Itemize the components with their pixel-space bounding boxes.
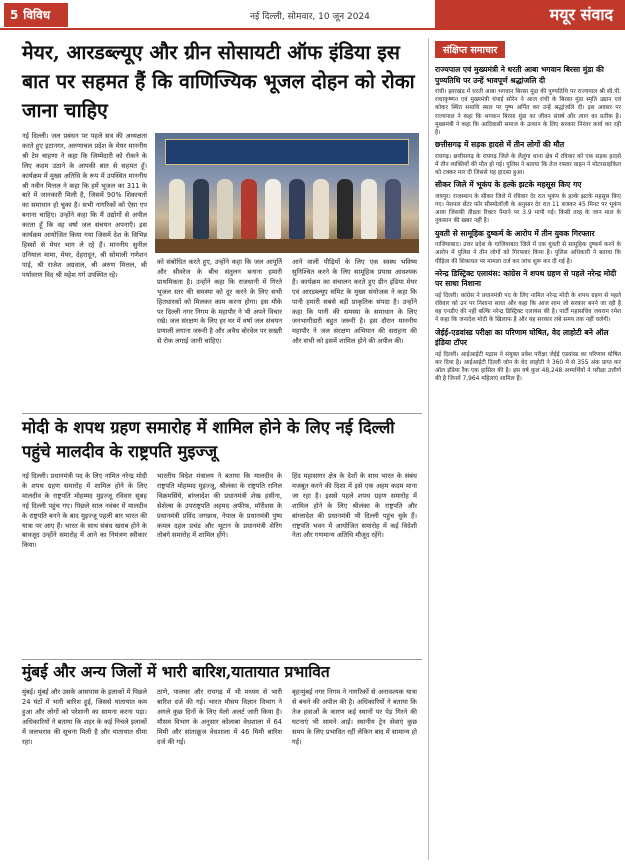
page-header <box>0 0 625 30</box>
story1-column-2: को संबोधित करते हुए, उन्होंने कहा कि जल आपूर्ति और सीवरेज के बीच संतुलन बनाना हमारी प्राथमिकता है। उन्होंने कहा कि राजधानी में गिरते भूजल स्तर की समस्या को दूर करने के लिए सभी हितधारकों को मिलकर काम करना होगा। इस मौके पर दिल्ली नगर निगम के महापौर ने भी अपने विचार रखे। जल संरक्षण के लिए हर घर में वर्षा जल संचयन प्रणाली लगाना जरूरी है और अवैध बोरवेल पर सख्ती से रोक लगाई जानी चाहिए। <box>157 258 282 346</box>
section-label <box>4 3 68 27</box>
brief-headline: राज्यपाल एवं मुख्यमंत्री ने धरती आबा भगवान बिरसा मुंडा की पुण्यतिथि पर उन्हें भावपूर्ण श्रद्धांजलि दी <box>435 65 604 85</box>
person-figure <box>193 179 209 239</box>
story1-column-3: आने वाली पीढ़ियों के लिए एक स्वस्थ भविष्य सुनिश्चित करने के लिए सामूहिक प्रयास आवश्यक हैं। कार्यक्रम का संचालन करते हुए ग्रीन इंडिया मेयर एवं आरडब्ल्यूए समिट के मुख्य संयोजक ने कहा कि पानी हमारी सबसे बड़ी प्राकृतिक संपदा है। उन्होंने कहा कि पानी की समस्या के समाधान के लिए जनभागीदारी बहुत जरूरी है। इस दौरान माननीय महापौर ने जल संरक्षण अभियान की सराहना की और सभी को इसमें शामिल होने की अपील की। <box>292 258 417 346</box>
event-photo <box>155 133 419 253</box>
person-figure <box>385 179 401 239</box>
brief-headline: युवती से सामूहिक दुष्कर्म के आरोप में तीन युवक गिरफ्तार <box>435 228 595 238</box>
brief-headline: नरेन्द्र डिस्ट्रिक्ट एलायंस: कांग्रेस ने शपथ ग्रहण से पहले नरेन्द्र मोदी पर साधा निशाना <box>435 268 617 289</box>
brief-headline: सीकर जिले में भूकंप के हल्के झटके महसूस किए गए <box>435 180 582 190</box>
story1-headline: मेयर, आरडब्ल्यूए और ग्रीन सोसायटी ऑफ इंडिया इस बात पर सहमत हैं कि वाणिज्यिक भूजल दोहन को रोका जाना चाहिए <box>22 41 415 122</box>
story1-column-1: नई दिल्ली। जल प्रबंधन पर पहले सत्र की अध्यक्षता करते हुए इटानगर, अरुणाचल प्रदेश के मेयर माननीय श्री टेम चाहणा ने कहा कि जिम्मेदारी को रोकने के लिए कदम उठाने के आपकी बात से सहमत हूँ। कार्यक्रम में मुख्य अतिथि के रूप में उपस्थित माननीय श्री नवीन मित्तल ने कहा कि हमें भूजल का 311 के बारे में जानकारी मिली है, जिसमें 90% शिकायतों का समाधान हो चुका है। सभी नागरिकों को ऐसा एप बनाना चाहिए। उन्होंने कहा कि मैं उद्योगों से अपील करता हूँ कि वह वर्षा जल संचयन अपनाएँ। इस कार्यक्रम आयोजित किया गया जिसमें देश के विभिन्न हिस्सों से मेयर भाग ले रहे हैं। माननीय सुनील उनियाल मामा, मेयर, देहरादून, श्री सोमाली गणेशन पाई, श्री राजेश अग्रवाल, श्री अरुण मित्तल, श्री पर्यावरण विद श्री महेश गर्ग उपस्थित रहे। <box>22 132 147 279</box>
person-figure <box>313 179 329 239</box>
brief-text: रांची। झारखंड में धरती आबा भगवान बिरसा मुंडा की पुण्यतिथि पर राज्यपाल श्री सी.पी. राधाकृष्णन एवं मुख्यमंत्री चंपाई सोरेन ने आज रांची के बिरसा मुंडा स्मृति उद्यान एवं कोकर स्थित समाधि स्थल पर पुष्प अर्पित कर उन्हें श्रद्धांजलि दी। इस अवसर पर राज्यपाल ने कहा कि भगवान बिरसा मुंडा का जीवन संघर्ष और त्याग का प्रतीक है। मुख्यमंत्री ने कहा कि आदिवासी समाज के उत्थान के लिए सरकार निरंतर कार्य कर रही है। <box>435 89 621 137</box>
sidebar-tag: संक्षिप्त समाचार <box>435 41 505 58</box>
page-number: 5 <box>10 8 19 22</box>
story3-column-2: ठाणे, पालघर और रायगढ़ में भी मध्यम से भारी बारिश दर्ज की गई। भारत मौसम विज्ञान विभाग ने अगले कुछ दिनों के लिए येलो अलर्ट जारी किया है। मौसम विभाग के अनुसार कोलाबा वेधशाला में 64 मिमी और सांताक्रूज वेधशाला में 46 मिमी बारिश दर्ज की गई। <box>157 688 282 746</box>
section-name: विविध <box>23 8 51 22</box>
person-figure <box>361 179 377 239</box>
stage-floor <box>155 239 419 253</box>
brief-text: नई दिल्ली। आईआईटी मद्रास ने संयुक्त प्रवेश परीक्षा जेईई एडवांस्ड का परिणाम घोषित कर दिया है। आईआईटी दिल्ली जोन के वेद लाहोटी ने 360 में से 355 अंक प्राप्त कर ऑल इंडिया रैंक एक हासिल की है। इस वर्ष कुल 48,248 अभ्यर्थियों ने परीक्षा उत्तीर्ण की है जिनमें 7,964 महिलाएं शामिल हैं। <box>435 351 621 383</box>
story2-headline: मोदी के शपथ ग्रहण समारोह में शामिल होने के लिए नई दिल्ली पहुंचे मालदीव के राष्ट्रपति मुइज्जू <box>22 418 395 461</box>
story2-column-2: भारतीय विदेश मंत्रालय ने बताया कि मालदीव के राष्ट्रपति मोहम्मद मुइज्जू, श्रीलंका के राष्ट्रपति रानिल विक्रमसिंघे, बांग्लादेश की प्रधानमंत्री शेख हसीना, सेशेल्स के उपराष्ट्रपति अहमद अफीफ, मॉरीशस के प्रधानमंत्री प्रविंद जगन्नाथ, नेपाल के प्रधानमंत्री पुष्प कमल दहल प्रचंड और भूटान के प्रधानमंत्री शेरिंग तोबगे समारोह में शामिल होंगे। <box>157 472 282 540</box>
brief-headline: छत्तीसगढ़ में सड़क हादसे में तीन लोगों की मौत <box>435 140 565 150</box>
masthead: मयूर संवाद <box>435 0 625 30</box>
person-figure <box>265 179 281 239</box>
brief-text: रायगढ़। छत्तीसगढ़ के रायगढ़ जिले के लैलूंगा थाना क्षेत्र में रविवार को एक सड़क हादसे में तीन व्यक्तियों की मौत हो गई। पुलिस ने बताया कि तेज रफ्तार वाहन ने मोटरसाइकिल को टक्कर मार दी जिससे यह हादसा हुआ। <box>435 153 621 177</box>
brief-text: नई दिल्ली। कांग्रेस ने प्रधानमंत्री पद के लिए नामित नरेन्द्र मोदी के शपथ ग्रहण से पहले रविवार को उन पर निशाना साधा और कहा कि आज शाम जो सरकार बनने जा रही है वह एनडीए की नहीं बल्कि नरेन्द्र डिस्ट्रिक्ट एलायंस की है। पार्टी महासचिव जयराम रमेश ने कहा कि जनादेश मोदी के खिलाफ है और यह सरकार लंबे समय तक नहीं चलेगी। <box>435 292 621 324</box>
story-divider <box>22 413 422 414</box>
person-figure <box>337 179 353 239</box>
person-figure <box>169 179 185 239</box>
person-figure <box>217 179 233 239</box>
issue-date: नई दिल्ली, सोमवार, 10 जून 2024 <box>250 12 370 22</box>
news-brief-sidebar <box>428 38 621 860</box>
brief-text: जयपुर। राजस्थान के सीकर जिले में रविवार देर रात भूकंप के हल्के झटके महसूस किए गए। नेशनल सेंटर फॉर सीस्मोलॉजी के अनुसार देर रात 11 बजकर 45 मिनट पर भूकंप आया जिसकी तीव्रता रिक्टर पैमाने पर 3.9 मापी गई। किसी तरह के जान माल के नुकसान की खबर नहीं है। <box>435 193 621 225</box>
story3-column-1: मुंबई। मुंबई और उसके आसपास के इलाकों में पिछले 24 घंटों में भारी बारिश हुई, जिससे यातायात कम हुआ और लोगों को परेशानी का सामना करना पड़ा। अधिकारियों ने बताया कि शहर के कई निचले इलाकों में जलभराव की सूचना मिली है और यातायात धीमा रहा। <box>22 688 147 746</box>
story2-column-3: हिंद महासागर क्षेत्र के देशों के साथ भारत के संबंध मजबूत करने की दिशा में इसे एक अहम कदम माना जा रहा है। इससे पहले शपथ ग्रहण समारोह में शामिल होने के लिए श्रीलंका के राष्ट्रपति और बांग्लादेश की प्रधानमंत्री भी दिल्ली पहुंच चुके हैं। राष्ट्रपति भवन में आयोजित समारोह में कई विदेशी नेता और गणमान्य अतिथि मौजूद रहेंगे। <box>292 472 417 540</box>
story3-headline: मुंबई और अन्य जिलों में भारी बारिश,यातायात प्रभावित <box>22 662 330 681</box>
story-divider <box>22 659 422 660</box>
brief-text: गाजियाबाद। उत्तर प्रदेश के गाजियाबाद जिले में एक युवती से सामूहिक दुष्कर्म करने के आरोप में पुलिस ने तीन लोगों को गिरफ्तार किया है। पुलिस अधिकारी ने बताया कि पीड़िता की शिकायत पर मामला दर्ज कर जांच शुरू कर दी गई है। <box>435 242 621 265</box>
story3-column-3: बृहन्मुंबई नगर निगम ने नागरिकों से अनावश्यक यात्रा से बचने की अपील की है। अधिकारियों ने बताया कि तेज हवाओं के कारण कई स्थानों पर पेड़ गिरने की घटनाएं भी सामने आईं। स्थानीय ट्रेन सेवाएं कुछ समय के लिए प्रभावित रहीं लेकिन बाद में सामान्य हो गईं। <box>292 688 417 746</box>
person-figure <box>241 179 257 239</box>
person-figure <box>289 179 305 239</box>
stage-banner <box>165 139 409 165</box>
brief-headline: जेईई-एडवांस्ड परीक्षा का परिणाम घोषित, वेद लाहोटी बने ऑल इंडिया टॉपर <box>435 327 609 348</box>
story2-column-1: नई दिल्ली। प्रधानमंत्री पद के लिए नामित नरेन्द्र मोदी के शपथ ग्रहण समारोह में शामिल होने के लिए मालदीव के राष्ट्रपति मोहम्मद मुइज्जू रविवार सुबह नई दिल्ली पहुंच गए। पिछले साल नवंबर में मालदीव के राष्ट्रपति बनने के बाद मुइज्जू पहली बार भारत की यात्रा पर आए हैं। भारत के साथ संबंध खराब होने के बावजूद उन्होंने समारोह में आने का निमंत्रण स्वीकार किया। <box>22 472 147 550</box>
